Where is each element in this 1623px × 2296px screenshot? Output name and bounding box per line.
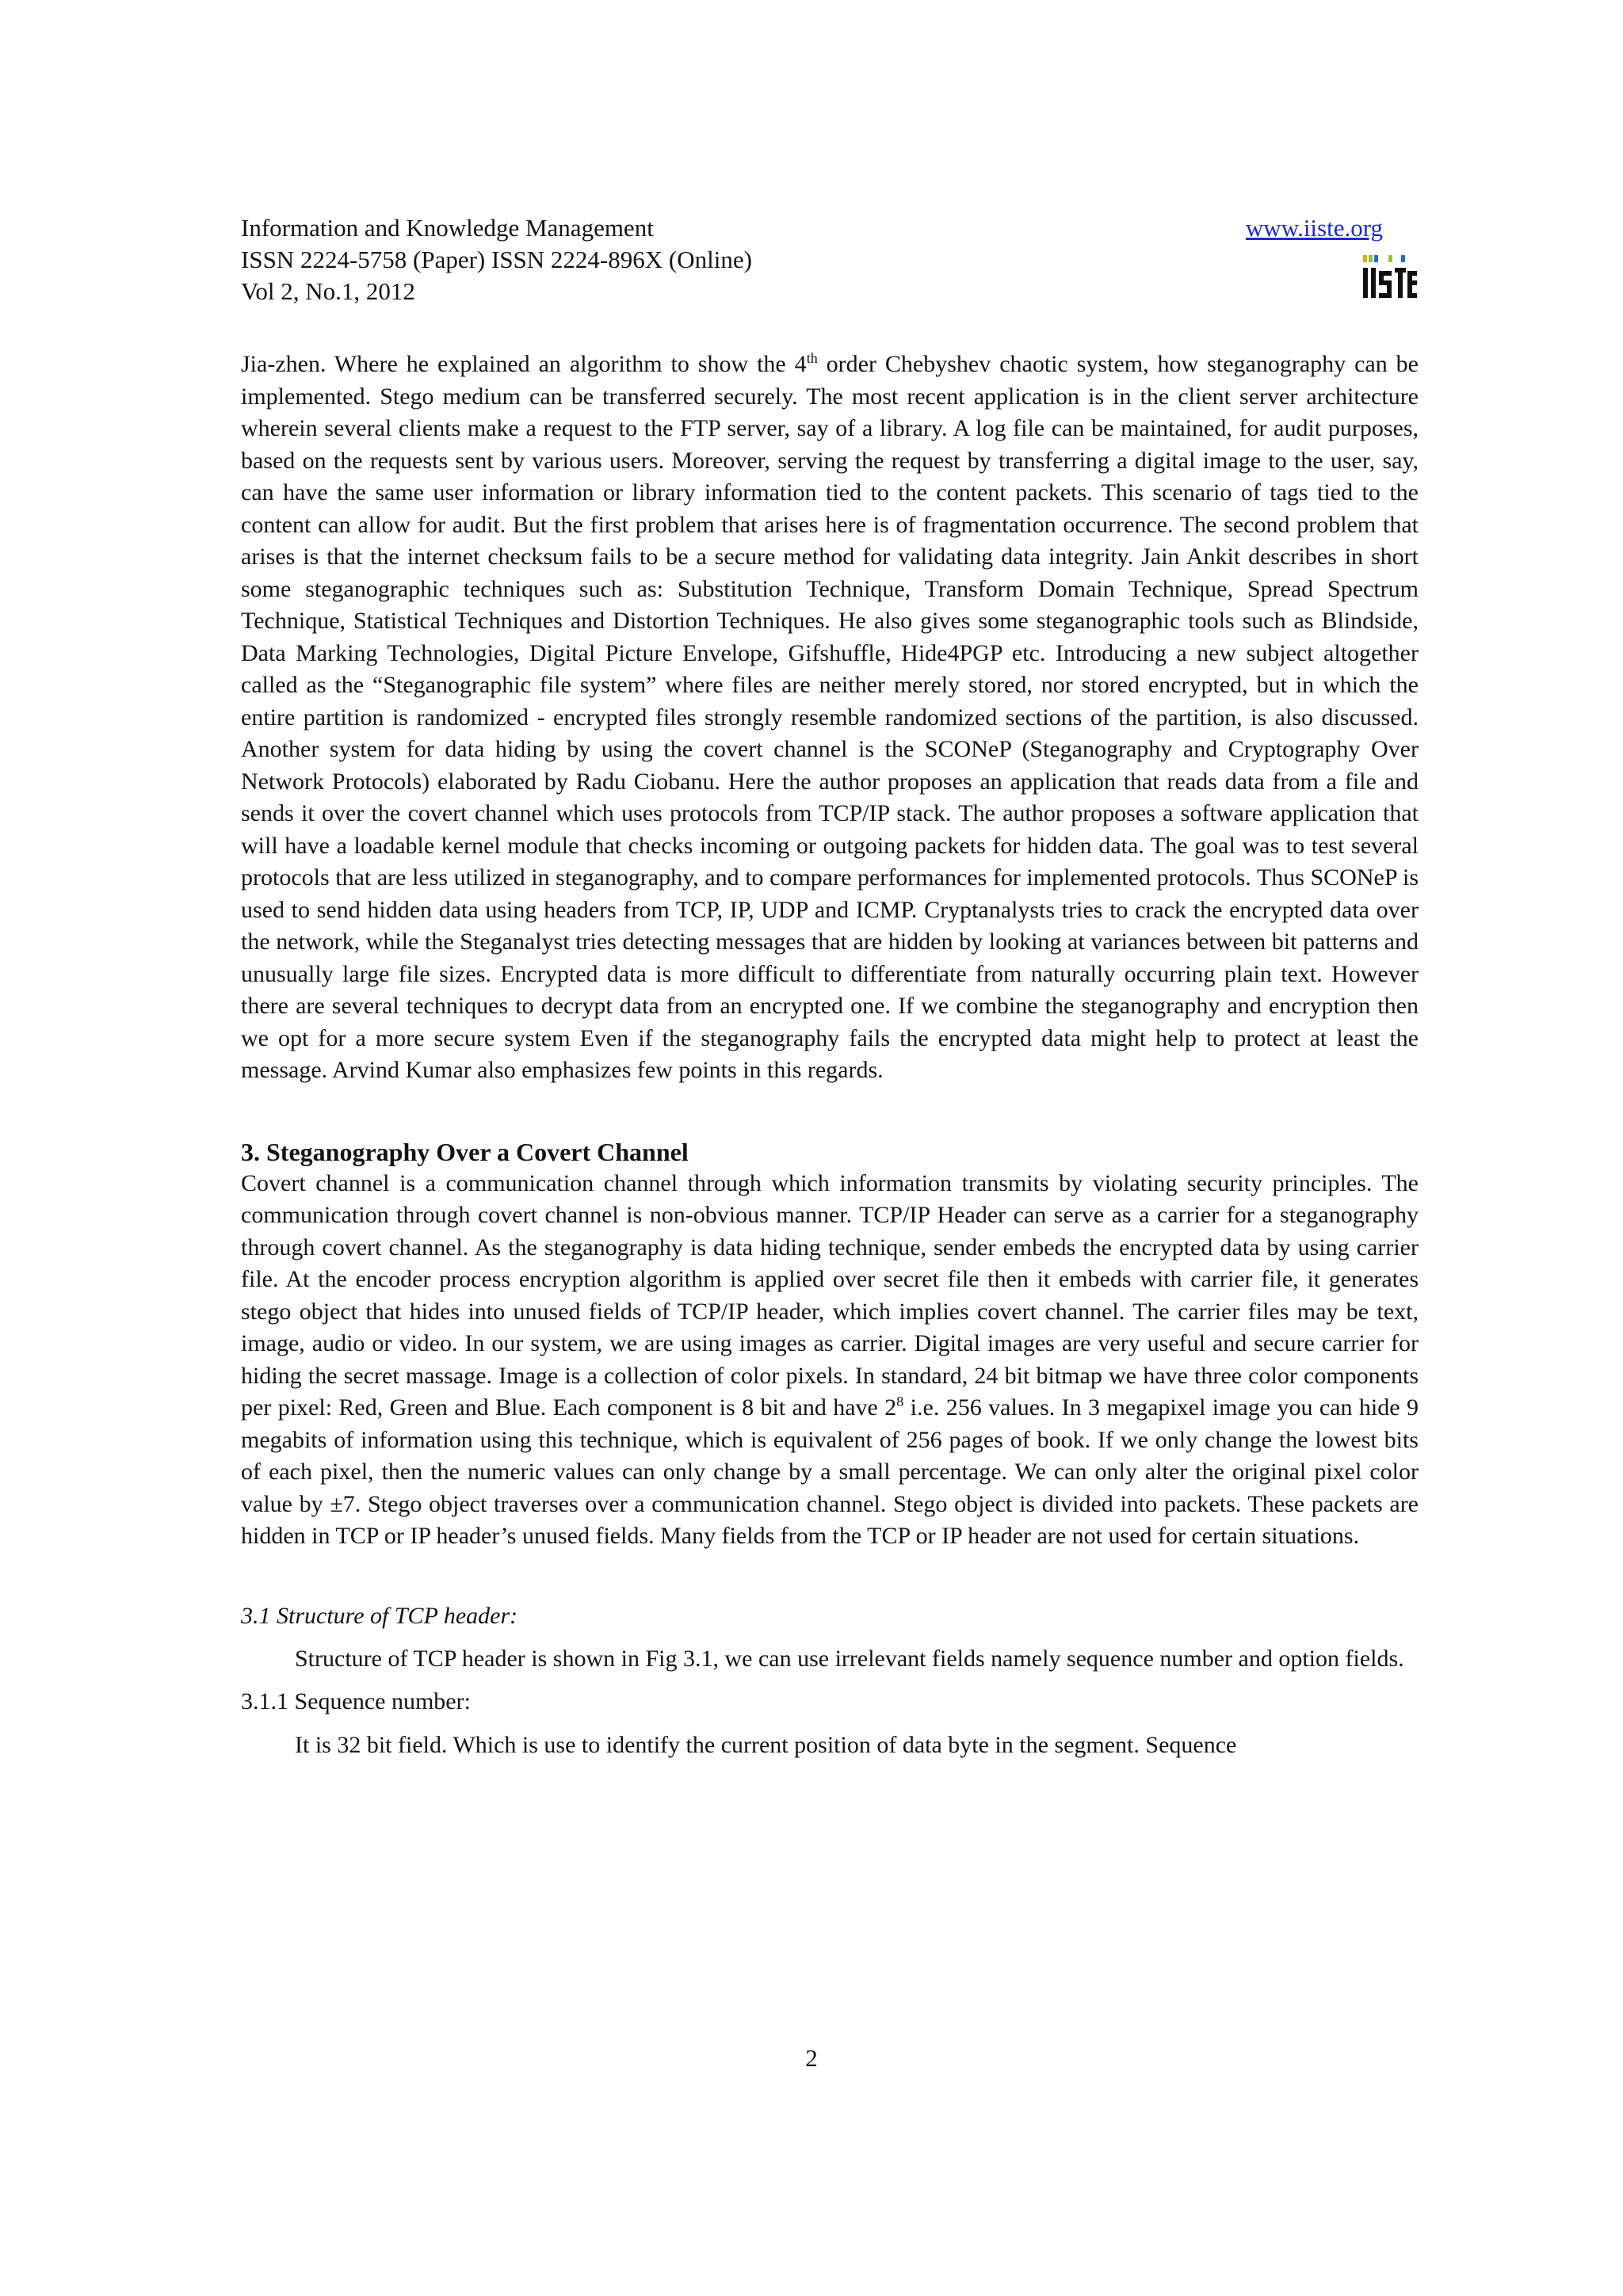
page-number: 2 [805,2044,818,2072]
section-3-superscript: 8 [896,1394,904,1409]
section-3-1-paragraph: Structure of TCP header is shown in Fig 3.1, we can use irrelevant fields namely sequence number and option fields. [295,1645,1404,1672]
body-text [241,349,1419,1761]
page-header [241,212,1419,317]
website-link[interactable]: www.iiste.org [1245,214,1383,242]
intro-paragraph [241,349,1419,1087]
section-3-title: 3. Steganography Over a Covert Channel [241,1137,689,1166]
journal-info [241,212,752,307]
intro-text-start: Jia-zhen. Where he explained an algorithm to show the 4 [241,351,807,377]
section-3-1-1-title: 3.1.1 Sequence number: [241,1688,471,1714]
intro-text-rest: order Chebyshev chaotic system, how steganography can be implemented. Stego medium can be transferred securely. The most recent application is in the client server architecture wherein several clients make a request to the FTP server, say of a library. A log file can be maintained, for audit purposes, based on the requests sent by various users. Moreover, serving the request by transferring a digital image to the user, say, can have the same user information or library information tied to the content packets. This scenario of tags tied to the content can allow for audit. But the first problem that arises here is of fragmentation occurrence. The second problem that arises is that the internet checksum fails to be a secure method for validating data integrity. Jain Ankit describes in short some steganographic techniques such as: Substitution Technique, Transform Domain Technique, Spread Spectrum Technique, Statistical Techniques and Distortion Techniques. He also gives some steganographic tools such as Blindside, Data Marking Technologies, Digital Picture Envelope, Gifshuffle, Hide4PGP etc. Introducing a new subject altogether called as the “Steganographic file system” where files are neither merely stored, nor stored encrypted, but in which the entire partition is randomized - encrypted files strongly resemble randomized sections of the partition, is also discussed. Another system for data hiding by using the covert channel is the SCONeP (Steganography and Cryptography Over Network Protocols) elaborated by Radu Ciobanu. Here the author proposes an application that reads data from a file and sends it over the covert channel which uses protocols from TCP/IP stack. The author proposes a software application that will have a loadable kernel module that checks incoming or outgoing packets for hidden data. The goal was to test several protocols that are less utilized in steganography, and to compare performances for implemented protocols. Thus SCONeP is used to send hidden data using headers from TCP, IP, UDP and ICMP. Cryptanalysts tries to crack the encrypted data over the network, while the Steganalyst tries detecting messages that are hidden by looking at variances between bit patterns and unusually large file sizes. Encrypted data is more difficult to differentiate from naturally occurring plain text. However there are several techniques to decrypt data from an encrypted one. If we combine the steganography and encryption then we opt for a more secure system Even if the steganography fails the encrypted data might help to protect at least the message. Arvind Kumar also emphasizes few points in this regards. [241,351,1419,1083]
section-3-1-title: 3.1 Structure of TCP header: [241,1602,518,1629]
section-3-1-1-paragraph: It is 32 bit field. Which is use to identify the current position of data byte in the segment. Sequence [295,1731,1237,1758]
section-3-text-rest: i.e. 256 values. In 3 megapixel image you can hide 9 megabits of information using this technique, which is equivalent of 256 pages of book. If we only change the lowest bits of each pixel, then the numeric values can only change by a small percentage. We can only alter the original pixel color value by ±7. Stego object traverses over a communication channel. Stego object is divided into packets. These packets are hidden in TCP or IP header’s unused fields. Many fields from the TCP or IP header are not used for certain situations. [241,1394,1419,1549]
iiste-logo-icon [1360,254,1419,303]
section-3-text-start: Covert channel is a communication channel through which information transmits by violating security principles. The communication through covert channel is non-obvious manner. TCP/IP Header can serve as a carrier for a steganography through covert channel. As the steganography is data hiding technique, sender embeds the encrypted data by using carrier file. At the encoder process encryption algorithm is applied over secret file then it embeds with carrier file, it generates stego object that hides into unused fields of TCP/IP header, which implies covert channel. The carrier files may be text, image, audio or video. In our system, we are using images as carrier. Digital images are very useful and secure carrier for hiding the secret massage. Image is a collection of color pixels. In standard, 24 bit bitmap we have three color components per pixel: Red, Green and Blue. Each component is 8 bit and have 2 [241,1169,1419,1421]
issn-line: ISSN 2224-5758 (Paper) ISSN 2224-896X (Online) [241,246,752,273]
intro-superscript: th [806,350,818,366]
paper-page [241,212,1419,1761]
section-3-paragraph [241,1168,1419,1553]
journal-name: Information and Knowledge Management [241,214,654,242]
volume-line: Vol 2, No.1, 2012 [241,277,415,305]
header-right [1246,212,1383,244]
